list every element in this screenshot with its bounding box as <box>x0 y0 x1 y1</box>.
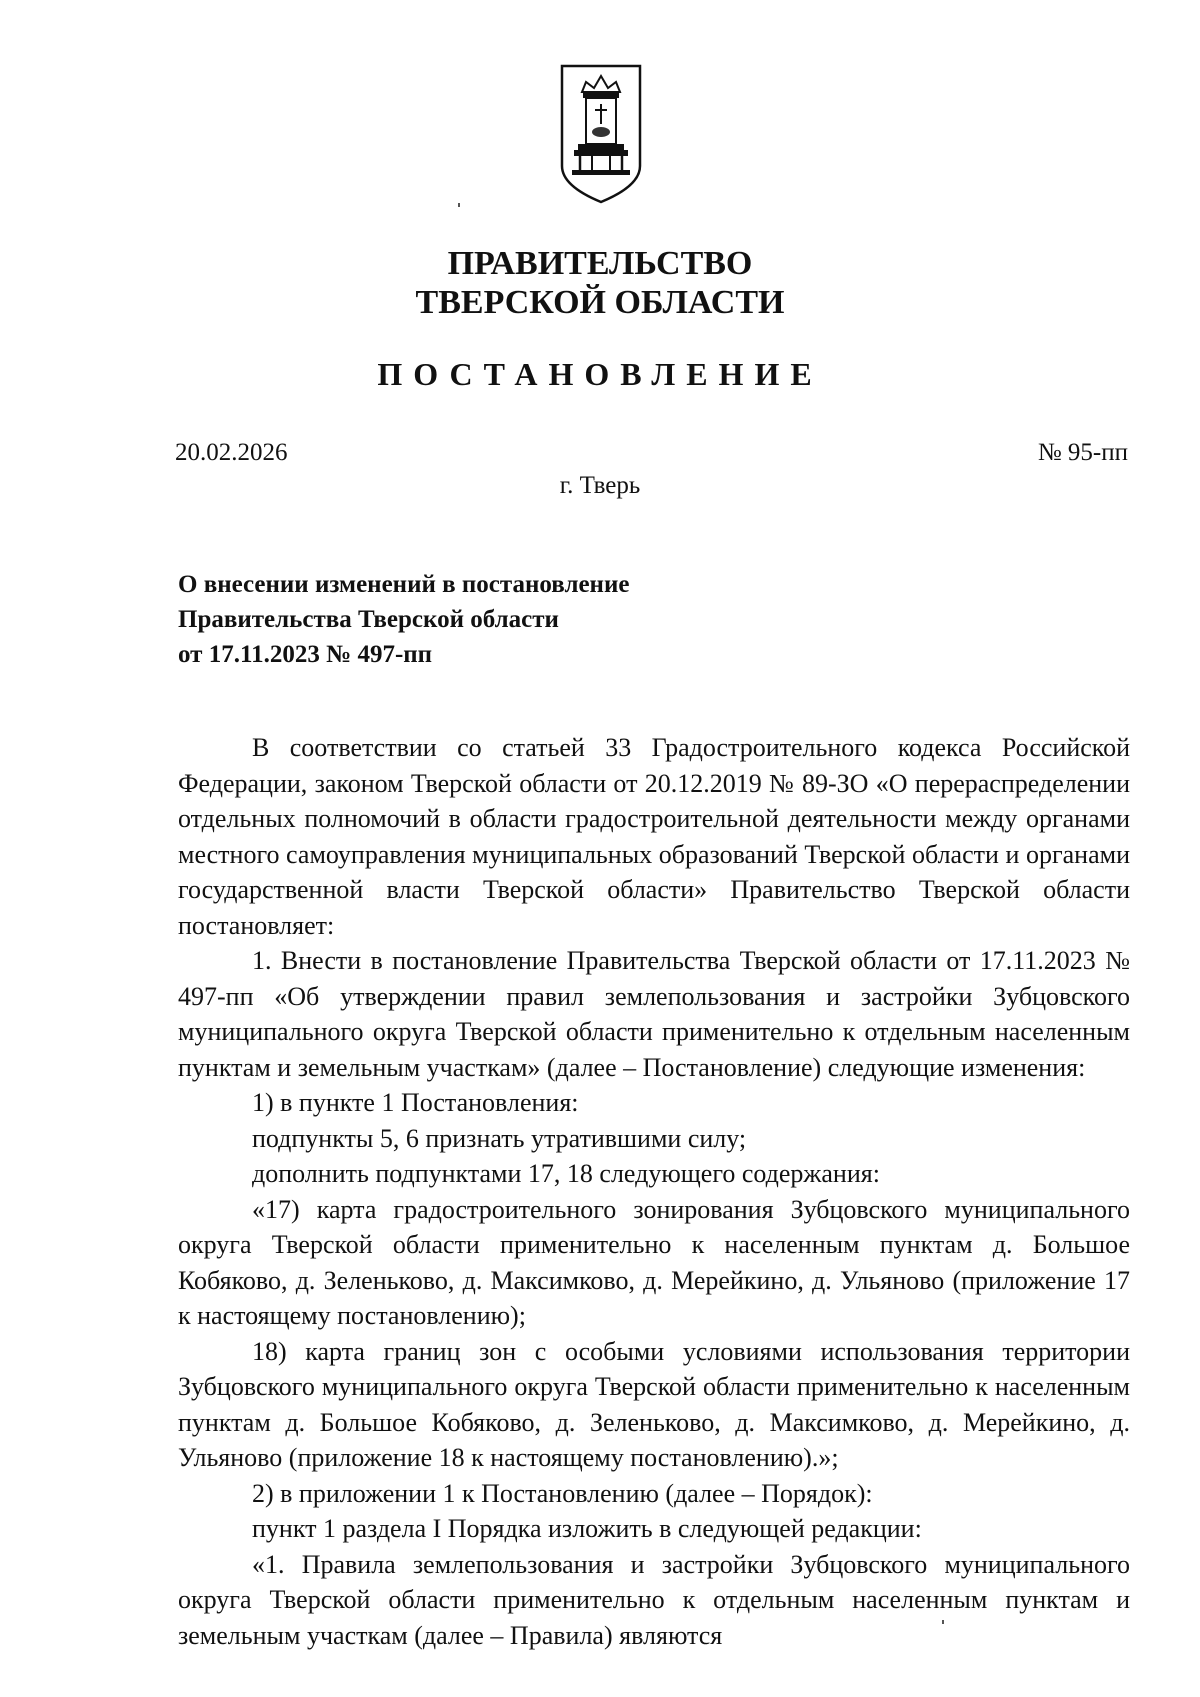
body-paragraph: 18) карта границ зон с особыми условиями использования территории Зубцовского муниципального округа Тверской области применительно к населенным пунктам д. Большое Кобяково, д. Зеленьково, д. Максимково, д. Мерейкино, д. Ульяново (приложение 18 к настоящему постановлению).»; <box>178 1336 1130 1472</box>
body-paragraph: 1. Внести в постановление Правительства Тверской области от 17.11.2023 № 497-пп «Об утверждении правил землепользования и застройки Зубцовского муниципального округа Тверской области применительно к отдельным населенным пунктам и земельным участкам» (далее – Постановление) следующие изменения: <box>178 946 1130 1082</box>
document-body <box>178 730 1130 1653</box>
coat-of-arms-emblem <box>556 62 646 206</box>
body-paragraph: пункт 1 раздела I Порядка изложить в следующей редакции: <box>252 1514 922 1543</box>
document-city: г. Тверь <box>559 472 641 499</box>
subject-line: от 17.11.2023 № 497-пп <box>178 641 433 668</box>
body-paragraph: В соответствии со статьей 33 Градостроительного кодекса Российской Федерации, законом Тверской области от 20.12.2019 № 89-ЗО «О перераспределении отдельных полномочий в области градостроительной деятельности между органами местного самоуправления муниципальных образований Тверской области и органами государственной власти Тверской области» Правительство Тверской области постановляет: <box>178 733 1130 940</box>
subject-line: О внесении изменений в постановление <box>178 571 630 598</box>
body-paragraph: подпункты 5, 6 признать утратившими силу; <box>252 1123 747 1153</box>
document-subject <box>178 567 629 672</box>
org-name-line1: ПРАВИТЕЛЬСТВО <box>447 245 753 282</box>
document-type: ПОСТАНОВЛЕНИЕ <box>377 356 823 392</box>
body-paragraph: «17) карта градостроительного зонирования Зубцовского муниципального округа Тверской области применительно к населенным пунктам д. Большое Кобяково, д. Зеленьково, д. Максимково, д. Мерейкино, д. Ульяново (приложение 17 к настоящему постановлению); <box>178 1194 1130 1330</box>
subject-line: Правительства Тверской области <box>178 606 559 633</box>
document-number: № 95-пп <box>1037 439 1128 466</box>
org-name-line2: ТВЕРСКОЙ ОБЛАСТИ <box>415 284 785 321</box>
body-paragraph: «1. Правила землепользования и застройки Зубцовского муниципального округа Тверской области применительно к отдельным населенным пунктам и земельным участкам (далее – Правила) являются <box>178 1549 1130 1650</box>
body-paragraph: 2) в приложении 1 к Постановлению (далее – Порядок): <box>252 1478 873 1508</box>
body-paragraph: 1) в пункте 1 Постановления: <box>252 1088 579 1117</box>
scan-speck <box>942 1620 944 1624</box>
document-date: 20.02.2026 <box>175 439 288 466</box>
body-paragraph: дополнить подпунктами 17, 18 следующего содержания: <box>252 1159 880 1188</box>
scan-speck <box>458 203 460 207</box>
